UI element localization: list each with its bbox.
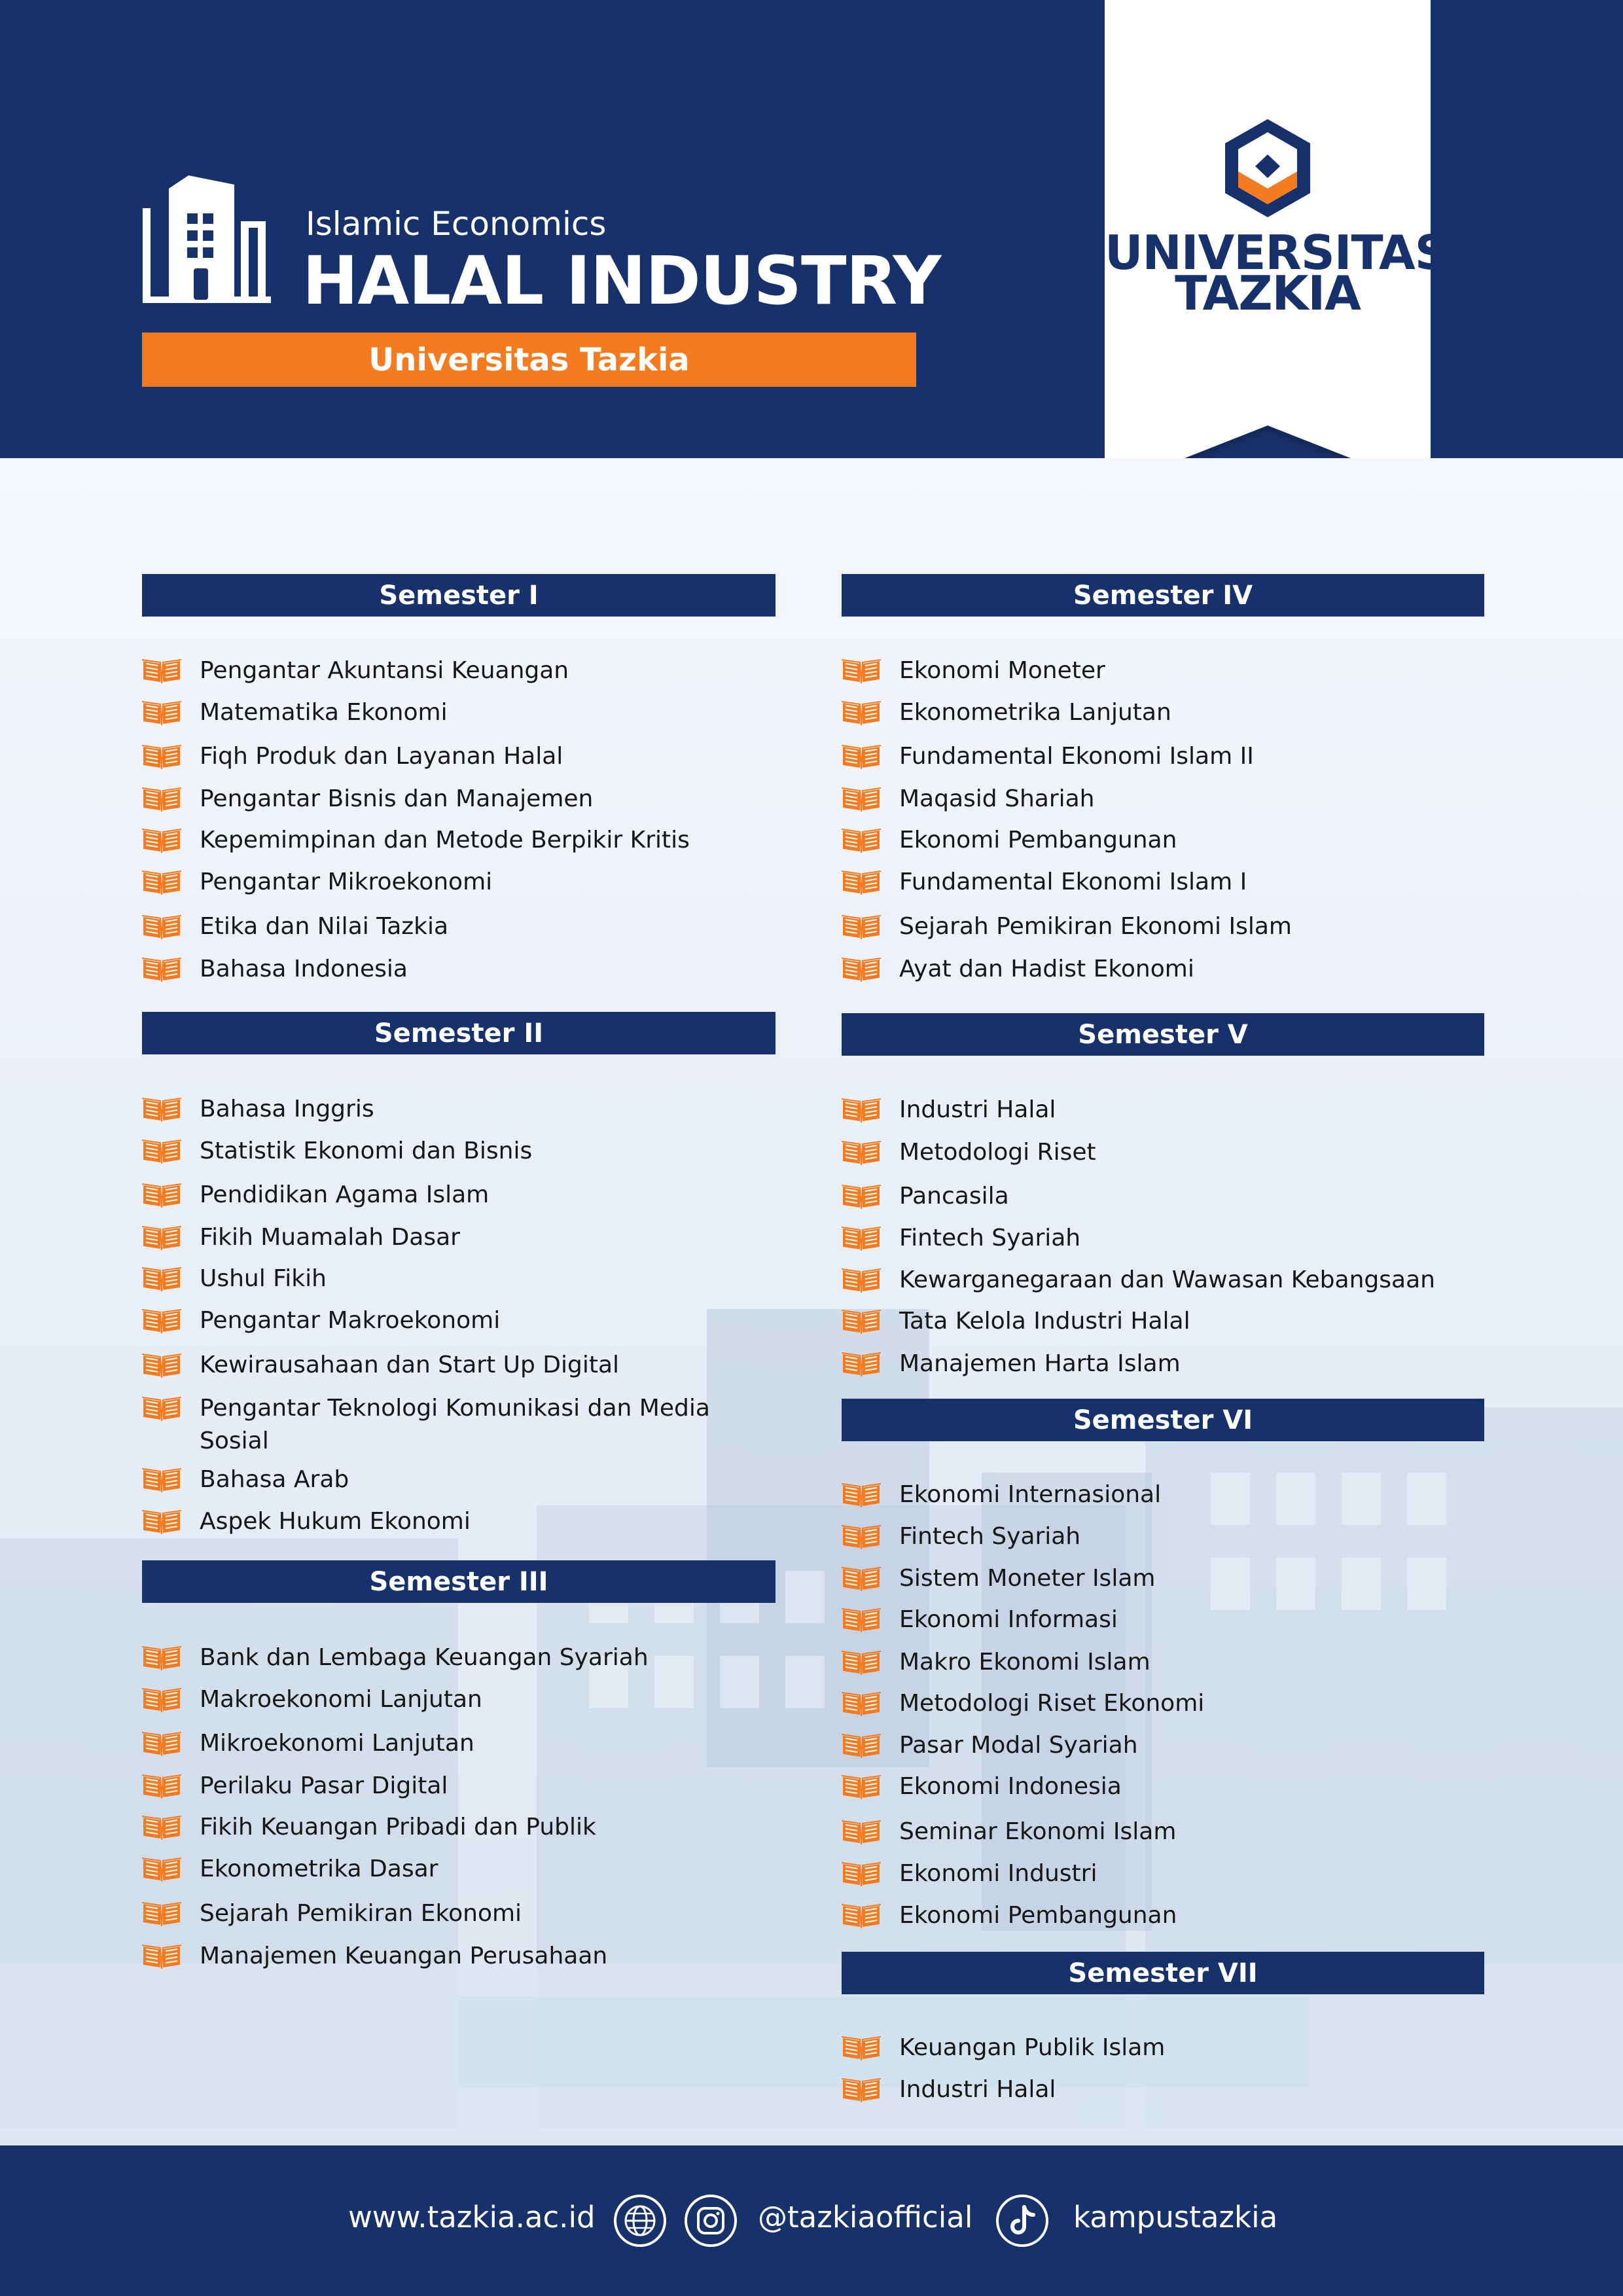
semester-heading: Semester V <box>842 1013 1484 1056</box>
course-item <box>842 1770 1475 1803</box>
page-title: HALAL INDUSTRY <box>302 242 941 320</box>
course-item <box>842 1646 1475 1679</box>
course-name: Bahasa Indonesia <box>200 956 408 982</box>
semester-block-4 <box>842 574 1484 980</box>
course-name: Pendidikan Agama Islam <box>200 1181 490 1208</box>
course-item <box>842 2032 1475 2064</box>
course-item <box>142 740 776 773</box>
course-item <box>842 783 1475 816</box>
course-item <box>142 1263 776 1295</box>
course-name: Tata Kelola Industri Halal <box>899 1308 1190 1335</box>
course-item <box>142 866 776 899</box>
course-item <box>842 824 1475 857</box>
course-item <box>842 1562 1475 1595</box>
course-item <box>842 696 1475 729</box>
semester-block-5 <box>842 1013 1484 1380</box>
course-item <box>842 1816 1475 1848</box>
course-item <box>842 1180 1475 1213</box>
course-name: Matematika Ekonomi <box>200 699 448 726</box>
open-book-icon <box>142 700 181 725</box>
open-book-icon <box>142 1097 181 1122</box>
course-item <box>142 1304 776 1337</box>
course-name: Pengantar Teknologi Komunikasi dan Media Sosial <box>200 1395 710 1454</box>
course-name: Sistem Moneter Islam <box>899 1565 1156 1592</box>
open-book-icon <box>142 957 181 982</box>
course-item <box>142 1463 776 1496</box>
open-book-icon <box>842 1774 881 1799</box>
open-book-icon <box>842 1733 881 1758</box>
course-name: Sejarah Pemikiran Ekonomi Islam <box>899 913 1292 940</box>
course-name: Industri Halal <box>899 1096 1056 1123</box>
open-book-icon <box>842 1861 881 1886</box>
open-book-icon <box>842 1691 881 1716</box>
course-name: Statistik Ekonomi dan Bisnis <box>200 1138 533 1164</box>
open-book-icon <box>142 658 181 683</box>
instagram-icon[interactable] <box>684 2194 738 2248</box>
open-book-icon <box>842 700 881 725</box>
course-item <box>142 1221 776 1254</box>
course-item <box>142 1853 776 1886</box>
course-item <box>142 696 776 729</box>
course-item <box>842 1305 1475 1338</box>
course-item <box>842 1687 1475 1720</box>
course-name: Fikih Muamalah Dasar <box>200 1224 460 1251</box>
course-name: Makro Ekonomi Islam <box>899 1649 1150 1676</box>
open-book-icon <box>842 787 881 812</box>
course-name: Fintech Syariah <box>899 1523 1081 1550</box>
course-name: Ekonomi Moneter <box>899 657 1105 684</box>
course-name: Mikroekonomi Lanjutan <box>200 1730 474 1757</box>
course-name: Fundamental Ekonomi Islam I <box>899 869 1247 895</box>
open-book-icon <box>142 1266 181 1291</box>
open-book-icon <box>842 914 881 939</box>
open-book-icon <box>842 1140 881 1165</box>
open-book-icon <box>142 1901 181 1926</box>
open-book-icon <box>842 1820 881 1844</box>
course-name: Seminar Ekonomi Islam <box>899 1818 1177 1845</box>
course-item <box>842 1857 1475 1890</box>
course-name: Keuangan Publik Islam <box>899 2034 1166 2061</box>
open-book-icon <box>842 2036 881 2060</box>
building-icon <box>143 175 271 306</box>
course-item <box>842 1604 1475 1636</box>
open-book-icon <box>842 1268 881 1293</box>
course-item <box>842 1520 1475 1553</box>
open-book-icon <box>842 1524 881 1549</box>
course-name: Kewirausahaan dan Start Up Digital <box>200 1352 620 1378</box>
header-subtitle: Islamic Economics <box>306 205 607 243</box>
course-name: Fundamental Ekonomi Islam II <box>899 743 1254 770</box>
open-book-icon <box>142 1509 181 1534</box>
course-name: Kewarganegaraan dan Wawasan Kebangsaan <box>899 1266 1435 1293</box>
website-link[interactable]: www.tazkia.ac.id <box>348 2200 596 2234</box>
open-book-icon <box>842 957 881 982</box>
globe-icon[interactable] <box>613 2194 667 2248</box>
course-name: Maqasid Shariah <box>899 785 1095 812</box>
course-name: Fiqh Produk dan Layanan Halal <box>200 743 563 770</box>
course-name: Fikih Keuangan Pribadi dan Publik <box>200 1814 596 1840</box>
semester-heading: Semester III <box>142 1560 776 1603</box>
open-book-icon <box>142 787 181 812</box>
course-item <box>842 866 1475 899</box>
course-name: Sejarah Pemikiran Ekonomi <box>200 1900 522 1927</box>
course-item <box>142 1093 776 1126</box>
open-book-icon <box>142 1139 181 1164</box>
course-item <box>842 1222 1475 1255</box>
open-book-icon <box>142 914 181 939</box>
course-name: Ekonomi Pembangunan <box>899 827 1177 853</box>
course-item <box>142 1179 776 1211</box>
open-book-icon <box>142 1183 181 1208</box>
course-name: Manajemen Keuangan Perusahaan <box>200 1943 608 1969</box>
course-item <box>142 783 776 816</box>
open-book-icon <box>142 1353 181 1378</box>
course-item <box>842 1479 1475 1511</box>
semester-block-1 <box>142 574 776 980</box>
course-item <box>142 1727 776 1760</box>
logo-text-line2: TAZKIA <box>1175 266 1361 321</box>
course-name: Pengantar Mikroekonomi <box>200 869 493 895</box>
tiktok-icon[interactable] <box>995 2194 1049 2248</box>
course-item <box>142 953 776 986</box>
course-name: Ekonomi Informasi <box>899 1606 1118 1633</box>
course-item <box>142 1940 776 1973</box>
course-item <box>142 910 776 943</box>
course-name: Ekonomi Indonesia <box>899 1773 1122 1800</box>
course-item <box>842 1348 1475 1380</box>
footer <box>0 2145 1623 2296</box>
open-book-icon <box>842 1607 881 1632</box>
course-item <box>842 2073 1475 2106</box>
open-book-icon <box>142 744 181 769</box>
course-name: Pengantar Makroekonomi <box>200 1307 501 1334</box>
semester-heading: Semester VII <box>842 1952 1484 1994</box>
open-book-icon <box>842 1226 881 1251</box>
semester-heading: Semester I <box>142 574 776 617</box>
open-book-icon <box>142 828 181 853</box>
open-book-icon <box>842 1184 881 1209</box>
open-book-icon <box>842 1482 881 1507</box>
open-book-icon <box>842 828 881 853</box>
open-book-icon <box>142 1944 181 1969</box>
open-book-icon <box>142 1857 181 1882</box>
course-name: Ekonometrika Dasar <box>200 1856 438 1882</box>
open-book-icon <box>142 1467 181 1492</box>
course-name: Ekonometrika Lanjutan <box>899 699 1171 726</box>
open-book-icon <box>142 870 181 895</box>
course-item <box>842 910 1475 943</box>
course-item <box>842 655 1475 687</box>
semester-block-7 <box>842 1952 1484 2102</box>
course-item <box>142 1135 776 1168</box>
semester-heading: Semester IV <box>842 574 1484 617</box>
open-book-icon <box>842 1903 881 1928</box>
course-name: Ekonomi Industri <box>899 1860 1097 1887</box>
open-book-icon <box>842 1566 881 1591</box>
course-item <box>142 824 776 857</box>
course-name: Bahasa Arab <box>200 1466 349 1493</box>
open-book-icon <box>842 1352 881 1376</box>
course-item <box>842 1899 1475 1932</box>
open-book-icon <box>142 1225 181 1250</box>
course-name: Ekonomi Pembangunan <box>899 1902 1177 1929</box>
course-name: Makroekonomi Lanjutan <box>200 1686 482 1713</box>
course-name: Pasar Modal Syariah <box>899 1732 1138 1759</box>
tiktok-handle[interactable]: kampustazkia <box>1073 2200 1278 2234</box>
semester-block-3 <box>142 1560 776 1969</box>
course-name: Metodologi Riset <box>899 1139 1096 1166</box>
logo-text-line1: UNIVERSITAS <box>1105 225 1448 280</box>
course-item <box>142 1683 776 1716</box>
course-item <box>142 655 776 687</box>
course-item <box>142 1770 776 1803</box>
open-book-icon <box>142 1396 181 1421</box>
course-name: Pengantar Bisnis dan Manajemen <box>200 785 594 812</box>
course-item <box>142 1349 776 1382</box>
open-book-icon <box>142 1774 181 1799</box>
open-book-icon <box>842 658 881 683</box>
semester-heading: Semester II <box>142 1012 776 1054</box>
course-name: Fintech Syariah <box>899 1225 1081 1251</box>
semester-block-2 <box>142 1012 776 1535</box>
open-book-icon <box>142 1815 181 1840</box>
open-book-icon <box>842 1309 881 1334</box>
instagram-handle[interactable]: @tazkiaofficial <box>758 2200 973 2234</box>
course-name: Kepemimpinan dan Metode Berpikir Kritis <box>200 827 690 853</box>
open-book-icon <box>842 2077 881 2102</box>
course-item <box>842 1136 1475 1169</box>
course-item <box>142 1392 776 1458</box>
open-book-icon <box>842 1098 881 1122</box>
course-name: Etika dan Nilai Tazkia <box>200 913 449 940</box>
course-item <box>142 1811 776 1844</box>
semester-heading: Semester VI <box>842 1399 1484 1441</box>
open-book-icon <box>842 1650 881 1675</box>
open-book-icon <box>842 870 881 895</box>
open-book-icon <box>842 744 881 769</box>
course-name: Ayat dan Hadist Ekonomi <box>899 956 1194 982</box>
university-bar: Universitas Tazkia <box>142 332 916 387</box>
course-item <box>842 740 1475 773</box>
course-item <box>842 1264 1475 1297</box>
course-name: Metodologi Riset Ekonomi <box>899 1690 1205 1717</box>
course-item <box>842 1729 1475 1762</box>
logo-ribbon <box>1105 0 1448 497</box>
open-book-icon <box>142 1645 181 1670</box>
open-book-icon <box>142 1687 181 1712</box>
open-book-icon <box>142 1731 181 1756</box>
course-name: Pancasila <box>899 1183 1009 1210</box>
course-item <box>842 953 1475 986</box>
course-name: Aspek Hukum Ekonomi <box>200 1508 471 1535</box>
course-item <box>842 1094 1475 1126</box>
course-item <box>142 1641 776 1674</box>
course-name: Manajemen Harta Islam <box>899 1350 1181 1377</box>
course-name: Pengantar Akuntansi Keuangan <box>200 657 569 684</box>
course-name: Ushul Fikih <box>200 1265 327 1292</box>
course-item <box>142 1505 776 1538</box>
open-book-icon <box>142 1308 181 1333</box>
course-name: Ekonomi Internasional <box>899 1481 1162 1508</box>
course-name: Perilaku Pasar Digital <box>200 1772 448 1799</box>
course-name: Bahasa Inggris <box>200 1096 374 1122</box>
hexagon-logo-icon <box>1221 117 1314 220</box>
semester-block-6 <box>842 1399 1484 1929</box>
course-name: Industri Halal <box>899 2076 1056 2103</box>
course-item <box>142 1897 776 1930</box>
course-name: Bank dan Lembaga Keuangan Syariah <box>200 1644 649 1671</box>
